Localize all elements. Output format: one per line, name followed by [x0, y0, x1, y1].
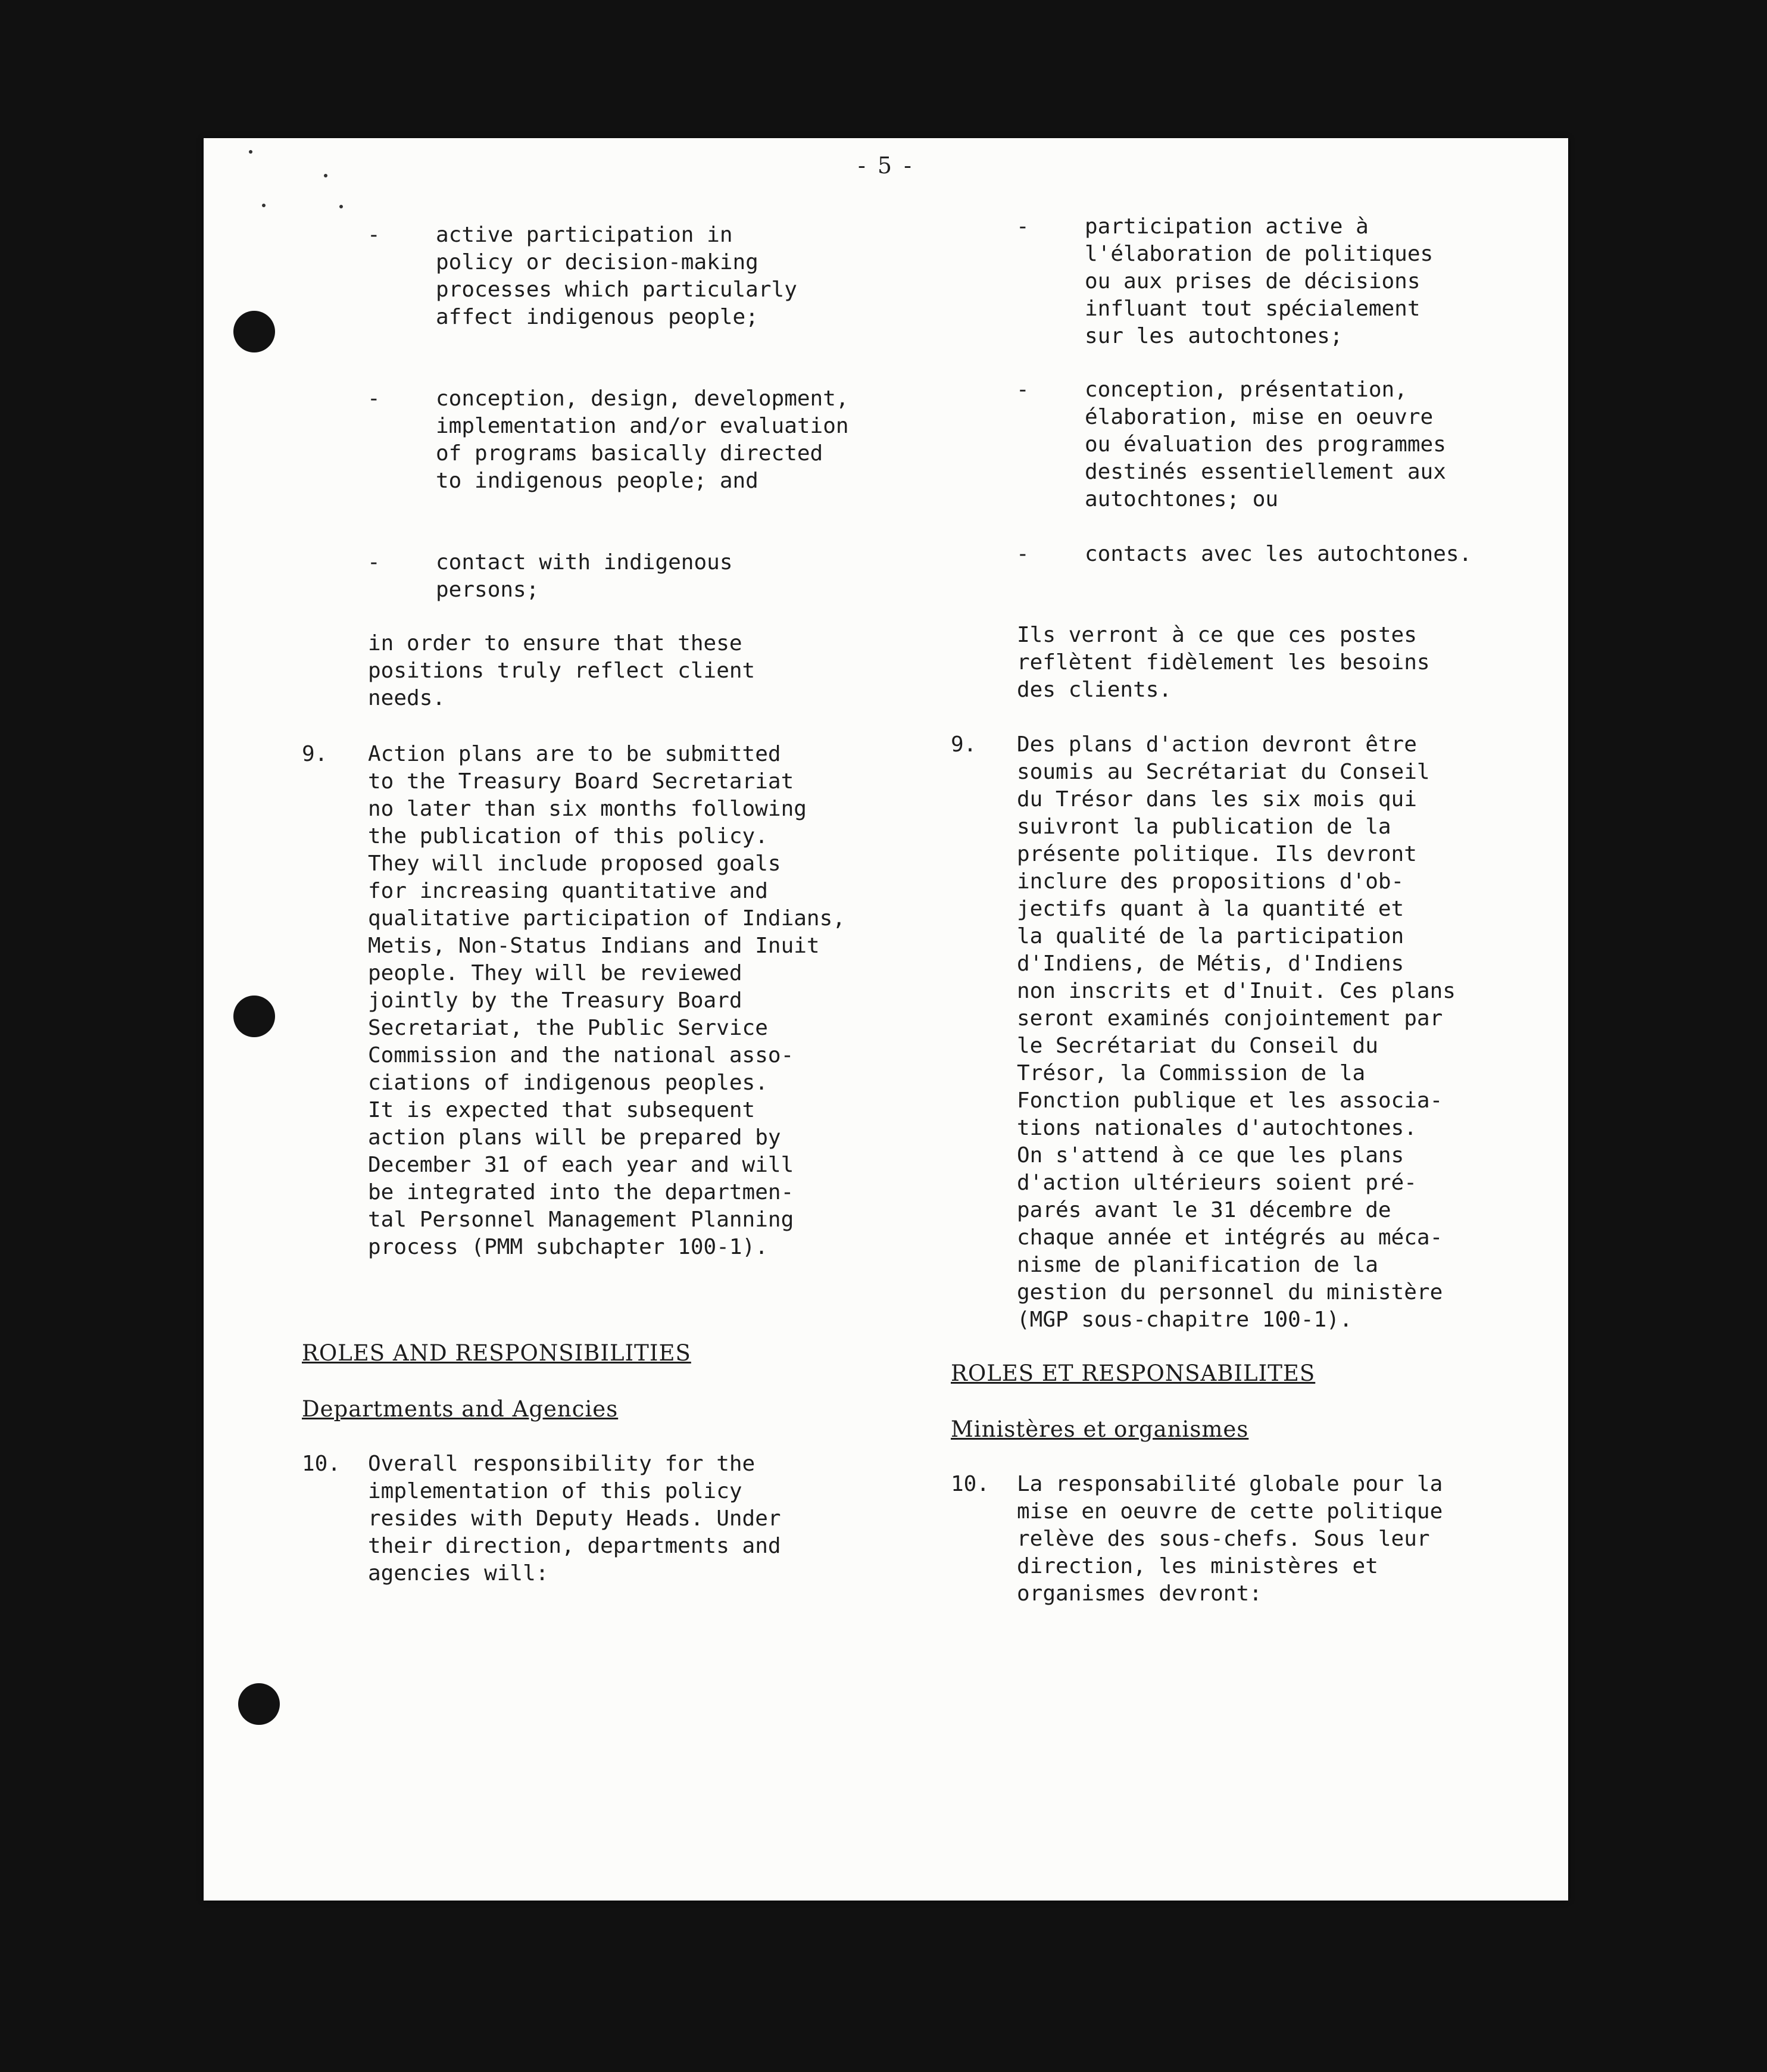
bullet-dash: -: [367, 550, 380, 575]
paragraph-number: 9.: [951, 732, 977, 757]
paragraph-number: 9.: [302, 742, 328, 766]
binder-hole: [238, 1683, 280, 1725]
closing-text: in order to ensure that these positions truly reflect client needs.: [368, 631, 755, 710]
bullet-dash: -: [1016, 214, 1029, 239]
binder-hole: [233, 311, 275, 352]
paragraph-number: 10.: [951, 1472, 990, 1496]
bullet-text: conception, design, development, implementation and/or evaluation of programs basically directed to indigenous people; and: [436, 386, 849, 493]
bullet-text: contact with indigenous persons;: [436, 550, 733, 602]
scan-speck: [339, 205, 343, 208]
scan-speck: [262, 204, 266, 207]
bullet-text: participation active à l'élaboration de politiques ou aux prises de décisions influant tout spécialement sur les autochtones;: [1085, 214, 1434, 348]
subsection-heading: Departments and Agencies: [302, 1396, 619, 1422]
bullet-text: active participation in policy or decision-making processes which particularly affect indigenous people;: [436, 223, 797, 329]
paragraph-text: Action plans are to be submitted to the Treasury Board Secretariat no later than six months following the publication of this policy. They will include proposed goals for increasing quantitative and qualitative participation of Indians, Metis, Non-Status Indians and Inuit people. They will be reviewed jointly by the Treasury Board Secretariat, the Public Service Commission and the national asso- ciations of indigenous peoples. It is expected that subsequent action plans will be prepared by December 31 of each year and will be integrated into the departmen- tal Personnel Management Planning process (PMM subchapter 100-1).: [368, 742, 845, 1259]
bullet-dash: -: [367, 386, 380, 411]
paragraph-text: Overall responsibility for the implementation of this policy resides with Deputy Heads. Under their direction, departments and agencies will:: [368, 1452, 781, 1586]
paragraph-text: La responsabilité globale pour la mise en oeuvre de cette politique relève des sous-chefs. Sous leur direction, les ministères et organismes devront:: [1017, 1472, 1443, 1606]
document-page: [204, 138, 1568, 1901]
closing-text: Ils verront à ce que ces postes reflètent fidèlement les besoins des clients.: [1017, 623, 1430, 702]
paragraph-number: 10.: [302, 1452, 341, 1476]
section-heading: ROLES AND RESPONSIBILITIES: [302, 1340, 691, 1366]
bullet-text: contacts avec les autochtones.: [1085, 542, 1472, 566]
subsection-heading: Ministères et organismes: [951, 1416, 1249, 1442]
bullet-dash: -: [1016, 542, 1029, 566]
binder-hole: [233, 996, 275, 1037]
bullet-text: conception, présentation, élaboration, mise en oeuvre ou évaluation des programmes destinés essentiellement aux autochtones; ou: [1085, 377, 1446, 511]
bullet-dash: -: [1016, 377, 1029, 402]
paragraph-text: Des plans d'action devront être soumis au Secrétariat du Conseil du Trésor dans les six mois qui suivront la publication de la présente politique. Ils devront inclure des propositions d'ob- jectifs quant à la quantité et la qualité de la participation d'Indiens, de Métis, d'Indiens non inscrits et d'Inuit. Ces plans seront examinés conjointement par le Secrétariat du Conseil du Trésor, la Commission de la Fonction publique et les associa- tions nationales d'autochtones. On s'attend à ce que les plans d'action ultérieurs soient pré- parés avant le 31 décembre de chaque année et intégrés au méca- nisme de planification de la gestion du personnel du ministère (MGP sous-chapitre 100-1).: [1017, 732, 1456, 1332]
bullet-dash: -: [367, 223, 380, 247]
section-heading: ROLES ET RESPONSABILITES: [951, 1360, 1316, 1386]
page-number: - 5 -: [857, 152, 914, 179]
